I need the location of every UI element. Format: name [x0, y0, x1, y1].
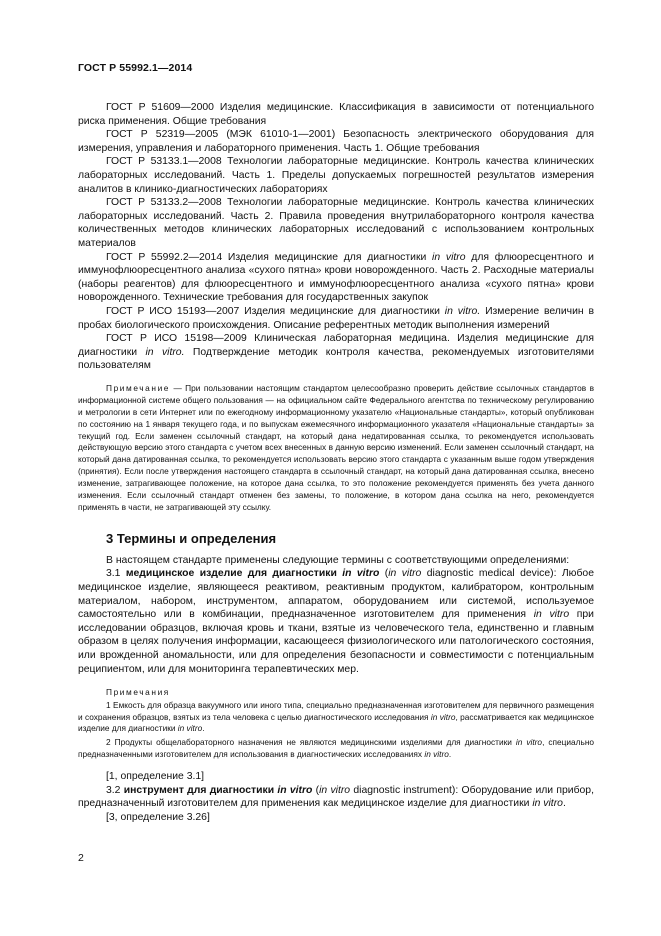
reference-item: ГОСТ Р 52319—2005 (МЭК 61010-1—2001) Безопасность электрического оборудования для измерения, управления и лабораторного применения. Часть 1. Общие требования — [78, 129, 594, 154]
document-header: ГОСТ Р 55992.1—2014 — [78, 62, 193, 74]
note-item: 2 Продукты общелабораторного назначения не являются медицинскими изделиями для диагностики in vitro, специально предназначенными изготовителем для использования в диагностических исследованиях in vitro. — [78, 736, 595, 759]
term-notes — [78, 686, 594, 760]
reference-item: ГОСТ Р 51609—2000 Изделия медицинские. Классификация в зависимости от потенциального риска применения. Общие требования — [78, 102, 594, 127]
term-definition: 3.2 инструмент для диагностики in vitro (in vitro diagnostic instrument): Оборудование или прибор, предназначенный изготовителем для применения как медицинское изделие для диагностики in vitro. — [78, 784, 594, 810]
reference-item: ГОСТ Р ИСО 15198—2009 Клиническая лабораторная медицина. Изделия медицинские для диагностики in vitro. Подтверждение методик контроля качества, рекомендуемых изготовителями пользователям — [78, 333, 594, 372]
reference-item: ГОСТ Р 55992.2—2014 Изделия медицинские для диагностики in vitro для флюоресцентного и иммунофлюоресцентного анализа «сухого пятна» крови новорожденного. Часть 2. Расходные материалы (наборы реагентов) для флюоресцентного и иммунофлюоресцентного анализа «сухого пятна» крови новорожденного. Технические требования для государственных закупок — [78, 251, 594, 304]
note-item: 1 Емкость для образца вакуумного или иного типа, специально предназначенная изготовителем для первичного размещения и сохранения образцов, взятых из тела человека с целью диагностического исследования in vitro, рассматривается как медицинское изделие для диагностики in vitro. — [78, 700, 594, 734]
note-label: Примечание — [106, 382, 171, 393]
term-source: [3, определение 3.26] — [106, 811, 210, 823]
note-text: — При пользовании настоящим стандартом целесообразно проверить действие ссылочных стандартов в информационной системе общего пользования — на официальном сайте Федерального агентства по техническому регулированию и метрологии в сети Интернет или по ежегодному информационному указателю «Национальные стандарты», который опубликован по состоянию на 1 января текущего года, и по выпускам ежемесячного информационного указателя «Национальные стандарты» за текущий год. Если заменен ссылочный стандарт, на который дана недатированная ссылка, то рекомендуется использовать действующую версию этого стандарта с учетом всех внесенных в данную версию изменений. Если заменен ссылочный стандарт, на который дана датированная ссылка, то рекомендуется использовать версию этого стандарта с указанным выше годом утверждения (принятия). Если после утверждения настоящего стандарта в ссылочный стандарт, на который дана датированная ссылка, внесено изменение, затрагивающее положение, на которое дана ссылка, то это положение рекомендуется применять без учета данного изменения. Если ссылочный стандарт отменен без замены, то положение, в котором дана ссылка на него, рекомендуется применять в части, не затрагивающей эту ссылку. — [78, 382, 594, 512]
term-source: [1, определение 3.1] — [106, 771, 205, 783]
document-page — [78, 62, 594, 825]
section-title: 3 Термины и определения — [106, 530, 277, 546]
reference-item: ГОСТ Р 53133.2—2008 Технологии лабораторные медицинские. Контроль качества клинических лабораторных исследований. Часть 2. Правила проведения внутрилабораторного контроля качества количественных методов клинических лабораторных исследований с использованием контрольных материалов — [78, 197, 594, 249]
reference-item: ГОСТ Р 53133.1—2008 Технологии лабораторные медицинские. Контроль качества клинических лабораторных исследований. Часть 1. Пределы допускаемых погрешностей результатов измерения аналитов в клинико-диагностических лабораториях — [78, 156, 594, 195]
term-definition: 3.1 медицинское изделие для диагностики in vitro (in vitro diagnostic medical device): Любое медицинское изделие, являющееся реактивом, реактивным продуктом, калибратором, контрольным материалом, набором, инструментом, аппаратом, оборудованием или системой, используемое самостоятельно или в комбинации, предназначенное изготовителем для применения in vitro при исследовании образцов, включая кровь и ткани, взятые из человеческого тела, единственно и главным образом в целях получения информации, касающееся физиологического или патологического состояния, или врожденной аномальности, или для определения безопасности и совместимости с потенциальным реципиентом, или для мониторинга терапевтических мер. — [78, 568, 594, 675]
section-intro: В настоящем стандарте применены следующие термины с соответствующими определениями: — [106, 554, 570, 566]
references-list — [78, 101, 594, 373]
references-note — [78, 383, 594, 514]
page-number: 2 — [78, 852, 84, 864]
reference-item: ГОСТ Р ИСО 15193—2007 Изделия медицинские для диагностики in vitro. Измерение величин в пробах биологического происхождения. Описание референтных методик выполнения измерений — [78, 305, 594, 331]
notes-label: Примечания — [106, 687, 170, 698]
